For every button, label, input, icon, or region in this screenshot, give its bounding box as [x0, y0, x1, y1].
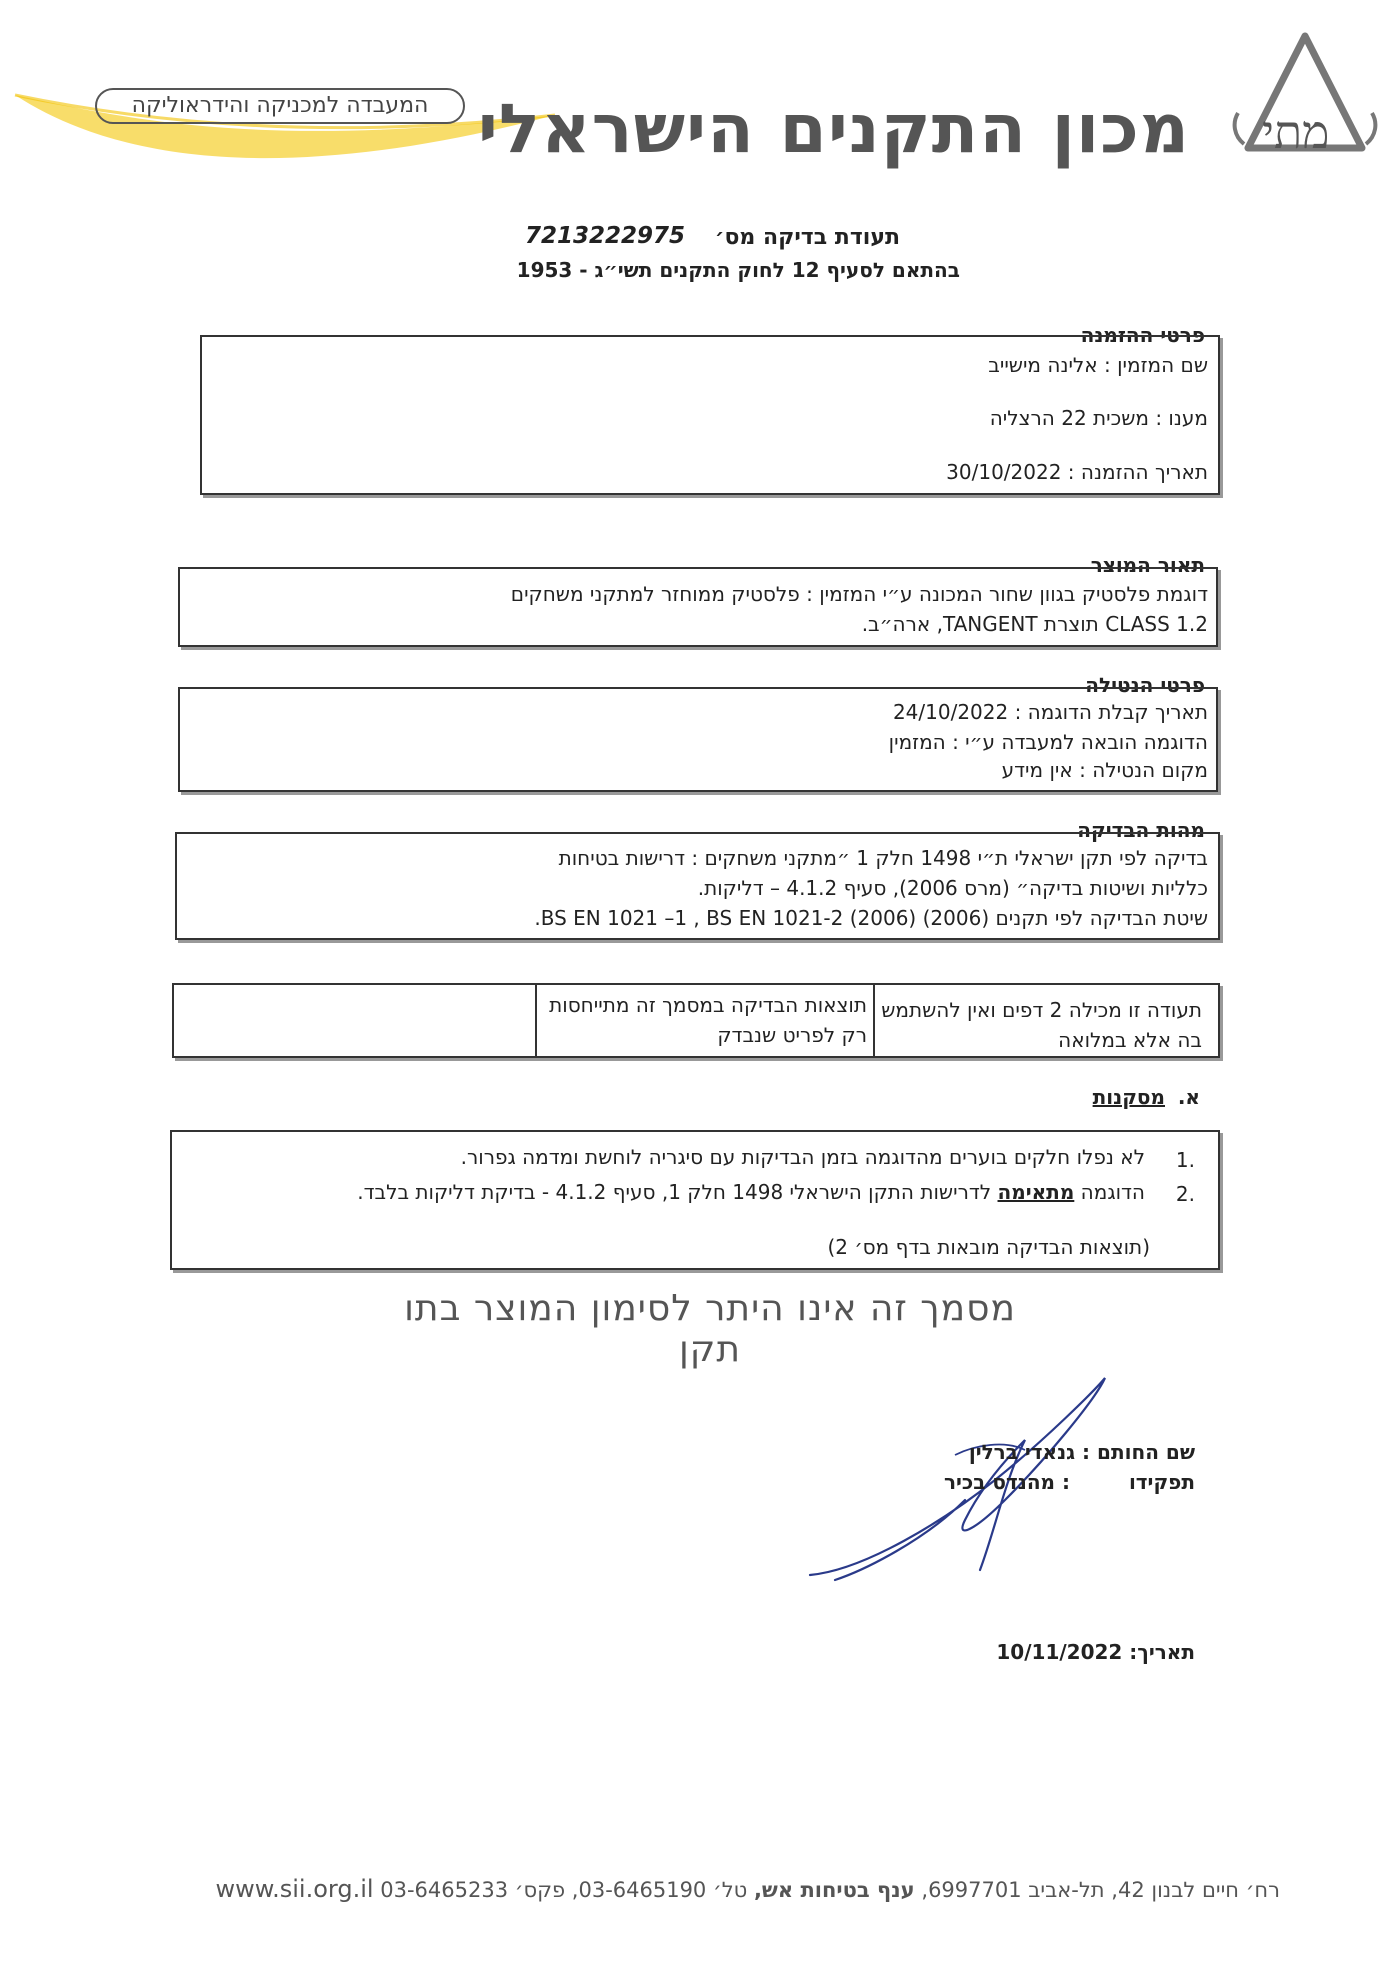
- order-details-heading: פרטי ההזמנה: [1080, 323, 1205, 347]
- sample-received-date: תאריך קבלת הדוגמה : 24/10/2022: [892, 700, 1208, 724]
- customer-address: מענו : משכית 22 הרצליה: [989, 406, 1208, 430]
- product-heading: תאור המוצר: [1090, 553, 1205, 577]
- footer-contact: [110, 1875, 1280, 1903]
- test-nature-line-3: שיטת הבדיקה לפי תקנים (2006) BS EN 1021 –1 , BS EN 1021-2 (2006).: [534, 906, 1208, 930]
- product-line-2: CLASS 1.2 תוצרת TANGENT, ארה״ב.: [861, 612, 1208, 636]
- conclusions-heading: מסקנות: [1092, 1085, 1165, 1109]
- logo-text: מתי: [1262, 105, 1330, 159]
- certificate-number: 7213222975: [525, 223, 686, 249]
- conclusions-letter: א.: [1177, 1085, 1200, 1109]
- signatory-name: שם החותם : גנאדי ברלין: [968, 1440, 1195, 1464]
- notice-divider: [535, 985, 537, 1056]
- conclusion-1-text: לא נפלו חלקים בוערים מהדוגמה בזמן הבדיקות עם סיגריה לוחשת ומדמה גפרור.: [460, 1145, 1145, 1169]
- product-line-1: דוגמת פלסטיק בגוון שחור המכונה ע״י המזמין : פלסטיק ממוחזר למתקני משחקים: [510, 582, 1208, 606]
- conclusion-2-text: [357, 1180, 1145, 1204]
- conclusion-1-number: .1: [1175, 1148, 1195, 1172]
- notice-pages: תעודה זו מכילה 2 דפים ואין להשתמש בה אלא במלואה: [881, 998, 1202, 1052]
- notice-results-scope: תוצאות הבדיקה במסמך זה מתייחסות רק לפריט שנבדק: [549, 993, 867, 1047]
- conclusion-2-pre: הדוגמה: [1080, 1180, 1145, 1204]
- sampling-heading: פרטי הנטילה: [1085, 673, 1205, 697]
- footer-branch: ענף בטיחות אש,: [753, 1878, 915, 1902]
- sample-location: מקום הנטילה : אין מידע: [1001, 758, 1208, 782]
- conclusion-2-emphasis: מתאימה: [997, 1180, 1075, 1204]
- test-nature-line-2: כלליות ושיטות בדיקה״ (מרס 2006), סעיף 4.1.2 – דליקות.: [697, 876, 1208, 900]
- signatory-role-label: תפקידו: [1128, 1470, 1195, 1494]
- results-note: (תוצאות הבדיקה מובאות בדף מס׳ 2): [827, 1235, 1150, 1259]
- footer-phone: טל׳ 03-6465190, פקס׳ 03-6465233: [380, 1878, 748, 1902]
- certificate-title: תעודת בדיקה מס׳: [714, 225, 900, 250]
- signatory-role: : מהנדס בכיר: [943, 1470, 1070, 1494]
- customer-name: שם המזמין : אלינה מישייב: [988, 353, 1208, 377]
- test-nature-heading: מהות הבדיקה: [1077, 818, 1205, 842]
- footer-address: רח׳ חיים לבנון 42, תל-אביב 6997701,: [921, 1878, 1280, 1902]
- certificate-subtitle: בהתאם לסעיף 12 לחוק התקנים תשי״ג - 1953: [516, 258, 960, 282]
- institute-name: מכון התקנים הישראלי: [477, 90, 1190, 169]
- test-nature-line-1: בדיקה לפי תקן ישראלי ת״י 1498 חלק 1 ״מתקני משחקים : דרישות בטיחות: [558, 846, 1208, 870]
- footer-website[interactable]: www.sii.org.il: [215, 1875, 374, 1903]
- issue-date: תאריך: 10/11/2022: [996, 1640, 1195, 1664]
- conclusion-2-number: .2: [1175, 1182, 1195, 1206]
- order-date: תאריך ההזמנה : 30/10/2022: [946, 460, 1208, 484]
- notice-divider: [873, 985, 875, 1056]
- conclusion-2-post: לדרישות התקן הישראלי 1498 חלק 1, סעיף 4.1.2 - בדיקת דליקות בלבד.: [357, 1180, 992, 1204]
- lab-name-badge: המעבדה למכניקה והידראוליקה: [95, 88, 465, 124]
- trademark-warning: מסמך זה אינו היתר לסימון המוצר בתו תקן: [404, 1288, 1016, 1370]
- sample-brought-by: הדוגמה הובאה למעבדה ע״י : המזמין: [888, 730, 1208, 754]
